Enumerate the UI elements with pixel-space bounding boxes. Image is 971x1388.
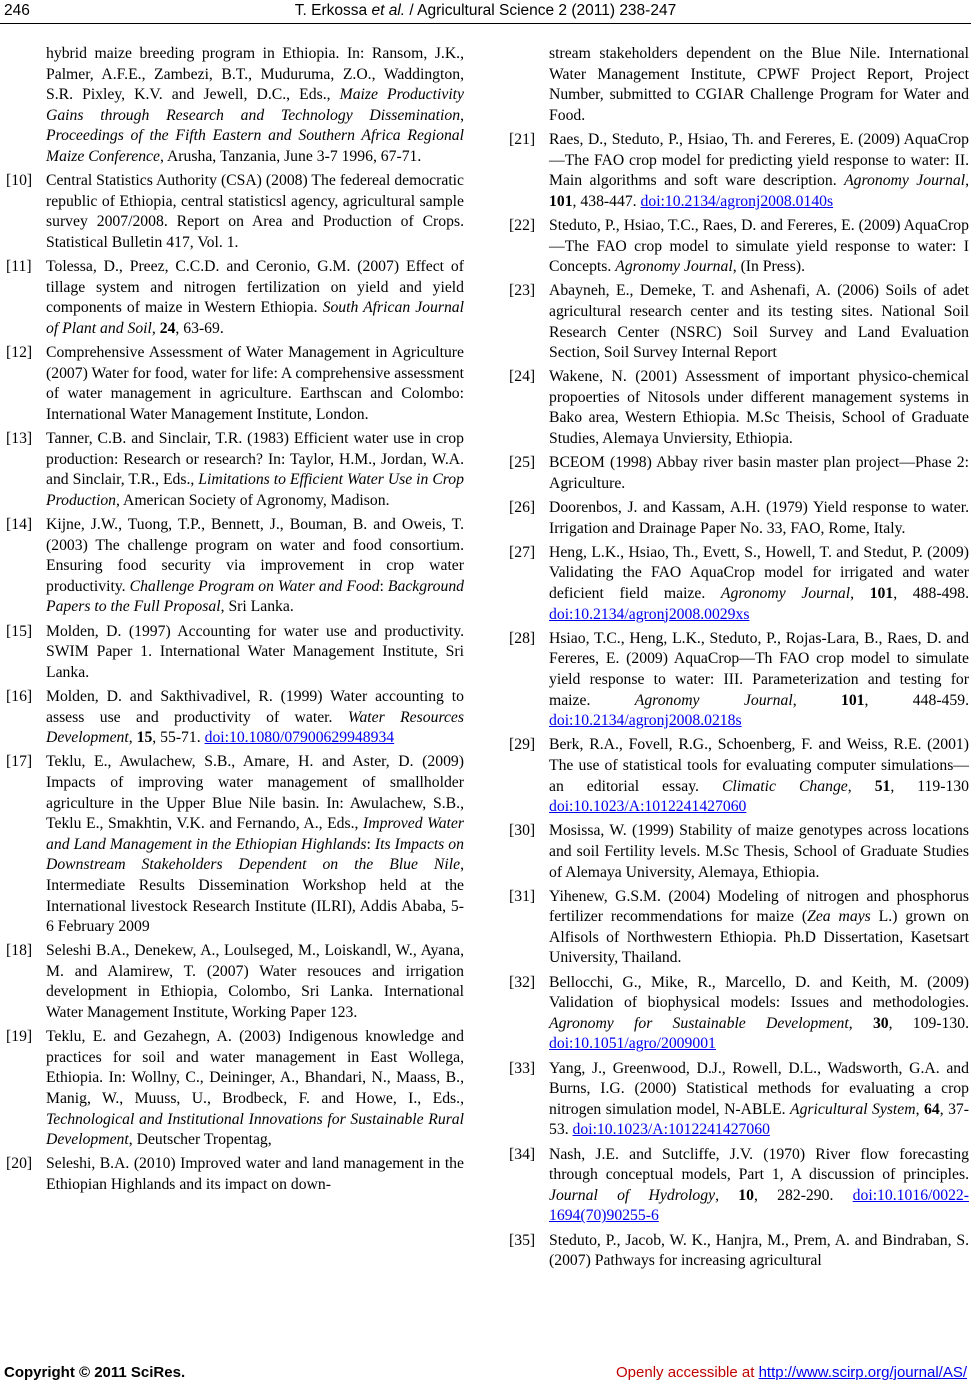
- reference-text: [46, 257, 464, 339]
- reference-text-run: , Intermediate Results Dissemination Workshop held at the International livestock Research Institute (ILRI), Addis Ababa, 5-6 February 2009: [46, 856, 464, 936]
- reference-text-run: Teklu, E., Awulachew, S.B., Amare, H. and Aster, D. (2009) Impacts of improving water management of smallholder agriculture in the Upper Blue Nile basin. In: Awulachew, S.B., Teklu E., Smakhtin, V.K. and Fernando, A., Eds.,: [46, 753, 464, 833]
- reference-text: [549, 44, 969, 126]
- reference-entry: [509, 629, 969, 732]
- reference-text-run: Seleshi B.A., Denekew, A., Loulseged, M., Loiskandl, W., Ayana, M. and Alamirew, T. (2007) Water resouces and irrigation development in Ethiopia, Colombo, Sri Lanka. International Water Management Institute, Working Paper 123.: [46, 942, 464, 1022]
- reference-entry: [6, 752, 464, 937]
- volume-number: 51: [874, 777, 891, 795]
- italic-title: Proceedings of the Fifth Eastern and Southern Africa Regional Maize Conference: [46, 127, 464, 165]
- reference-entry: [509, 735, 969, 817]
- reference-text-run: Tolessa, D., Preez, C.C.D. and Ceronio, G.M. (2007) Effect of tillage system and nitrogen fertilization on yield and yield components of maize in Western Ethiopia.: [46, 258, 464, 317]
- reference-text: [46, 752, 464, 937]
- reference-entry: [509, 973, 969, 1055]
- reference-text: [549, 367, 969, 449]
- reference-text-run: L.) grown on Alfisols of Northwestern Ethiopia. Ph.D Dissertation, Kasetsart University, Thailand.: [549, 908, 969, 967]
- reference-number: [15]: [6, 622, 33, 640]
- reference-text-run: ,: [792, 691, 841, 709]
- header-rule: [0, 23, 971, 24]
- reference-text-run: , 488-498.: [893, 585, 970, 602]
- reference-number: [30]: [509, 822, 536, 840]
- reference-entry: [509, 216, 969, 278]
- reference-entry: [509, 367, 969, 449]
- reference-number: [22]: [509, 216, 536, 234]
- reference-text-run: , 438-447.: [572, 192, 641, 210]
- reference-number: [33]: [509, 1059, 536, 1077]
- reference-text-run: Mosissa, W. (1999) Stability of maize genotypes across locations and soil Fertility levels. M.Sc Thesis, School of Graduate Studies of Alemaya University, Alemaya, Ethiopia.: [549, 822, 969, 881]
- reference-text-run: , Arusha, Tanzania, June 3-7 1996, 67-71.: [160, 147, 422, 165]
- reference-text-run: , American Society of Agronomy, Madison.: [116, 491, 390, 509]
- reference-text-run: Central Statistics Authority (CSA) (2008) The federeal democratic republic of Ethiopia, central statisticsl agency, agricultural sample survey 2007/2008. Report on Area and Production of Crops. Statistical Bulletin 417, Vol. 1.: [46, 172, 464, 251]
- reference-text-run: Yang, J., Greenwood, D.J., Rowell, D.L., Wadsworth, G.A. and Burns, I.G. (2000) Statistical methods for evaluating a crop nitrogen simulation model, N-ABLE.: [549, 1059, 969, 1118]
- reference-text-run: Steduto, P., Hsiao, T.C., Raes, D. and Fereres, E. (2009) AquaCrop—The FAO crop model to simulate yield response to water: I Concepts.: [549, 216, 969, 276]
- reference-text-run: , 119-130: [890, 777, 969, 795]
- reference-text-run: Kijne, J.W., Tuong, T.P., Bennett, J., Bouman, B. and Oweis, T. (2003) The challenge program on water and food consortium. Ensuring food security via improvement in crop water productivity.: [46, 516, 464, 595]
- reference-entry: [509, 453, 969, 494]
- reference-number: [21]: [509, 130, 536, 148]
- italic-title: Journal of Hydrology: [549, 1186, 716, 1204]
- italic-title: Challenge Program on Water and Food: [129, 577, 380, 595]
- reference-text-run: Doorenbos, J. and Kassam, A.H. (1979) Yield response to water. Irrigation and Drainage Paper No. 33, FAO, Rome, Italy.: [549, 499, 969, 537]
- italic-title: Agronomy Journal: [634, 691, 793, 709]
- doi-link[interactable]: doi:10.1023/A:1012241427060: [572, 1121, 770, 1139]
- reference-text-run: Tanner, C.B. and Sinclair, T.R. (1983) Efficient water use in crop production: Research or research? In: Taylor, H.M., Jordan, W.A. and Sinclair, T.R., Eds.,: [46, 430, 464, 489]
- reference-entry: [509, 821, 969, 883]
- running-head-authors: T. Erkossa: [294, 2, 372, 19]
- reference-text-run: Comprehensive Assessment of Water Management in Agriculture (2007) Water for food, water for life: A comprehensive assessment of water management in agriculture. Earthscan and Colombo: International Water Management Institute, London.: [46, 344, 464, 423]
- reference-text: [46, 44, 464, 168]
- reference-text-run: Heng, L.K., Hsiao, Th., Evett, S., Howell, T. and Stedut, P. (2009) Validating the FAO AquaCrop model for irrigated and water deficient field maize.: [549, 543, 969, 602]
- reference-text: [549, 453, 969, 494]
- italic-title: Agricultural System: [789, 1100, 916, 1118]
- reference-text: [46, 429, 464, 511]
- italic-title: Zea mays: [807, 908, 871, 926]
- reference-text-run: ,: [715, 1186, 739, 1204]
- reference-entry: [6, 171, 464, 253]
- reference-text-run: hybrid maize breeding program in Ethiopia. In: Ransom, J.K., Palmer, A.F.E., Zambezi, B.T., Muduruma, Z.O., Waddington, S.R. Pixley, K.V. and Jewell, D.C., Eds.,: [46, 45, 464, 104]
- reference-text-run: :: [366, 835, 375, 853]
- reference-text: [46, 1154, 464, 1195]
- reference-number: [32]: [509, 973, 536, 991]
- reference-number: [34]: [509, 1145, 536, 1163]
- reference-text-run: , 37-53.: [549, 1100, 969, 1139]
- reference-number: [26]: [509, 499, 536, 517]
- volume-number: 10: [738, 1186, 754, 1204]
- page-header: [0, 0, 971, 24]
- doi-link[interactable]: doi:10.1080/07900629948934: [204, 729, 395, 747]
- italic-title: Background Papers to the Full Proposal: [46, 577, 465, 616]
- reference-text: [46, 687, 464, 749]
- reference-text-run: Berk, R.A., Fovell, R.G., Schoenberg, F. and Weiss, R.E. (2001) The use of statistical tools for evaluating computer simulations—an editorial essay.: [549, 736, 969, 795]
- reference-entry: [6, 429, 464, 511]
- reference-entry: [6, 257, 464, 339]
- reference-entry: [6, 515, 464, 618]
- reference-text-run: :: [379, 577, 388, 595]
- reference-continuation: [509, 44, 969, 126]
- reference-text-run: , 55-71.: [152, 729, 205, 747]
- reference-number: [29]: [509, 736, 536, 754]
- reference-entry: [6, 343, 464, 425]
- reference-text: [46, 622, 464, 684]
- reference-text: [46, 941, 464, 1023]
- volume-number: 24: [159, 319, 176, 337]
- reference-number: [25]: [509, 454, 536, 472]
- reference-text-run: Hsiao, T.C., Heng, L.K., Steduto, P., Rojas-Lara, B., Raes, D. and Fereres, E. (2009) AquaCrop—Th FAO crop model to simulate yield response to water: III. Parameterization and testing for maize.: [549, 629, 969, 709]
- italic-title: Agronomy Journal: [615, 258, 733, 276]
- reference-text-run: ,: [847, 777, 875, 795]
- reference-text: [46, 343, 464, 425]
- reference-entry: [509, 887, 969, 969]
- reference-number: [14]: [6, 516, 33, 534]
- right-reference-column: [509, 44, 969, 1275]
- reference-text: [549, 216, 969, 278]
- reference-entry: [509, 1145, 969, 1227]
- reference-text: [549, 629, 969, 732]
- reference-number: [16]: [6, 687, 33, 705]
- reference-text: [549, 543, 969, 625]
- reference-text: [46, 171, 464, 253]
- reference-continuation: [6, 44, 464, 168]
- reference-text-run: Wakene, N. (2001) Assessment of important physico-chemical propoerties of Nitosols under different management systems in Bako area, Western Ethiopia. M.Sc Theisis, School of Graduate Studies, Alemaya Unviersity, Ethiopia.: [549, 368, 969, 448]
- reference-text: [549, 735, 969, 817]
- reference-entry: [6, 622, 464, 684]
- reference-text-run: ,: [850, 585, 870, 602]
- reference-text-run: ,: [128, 729, 137, 747]
- reference-text-run: BCEOM (1998) Abbay river basin master plan project—Phase 2: Agriculture.: [549, 454, 969, 492]
- italic-title: Agronomy for Sustainable Development: [549, 1014, 849, 1032]
- reference-entry: [6, 941, 464, 1023]
- reference-entry: [509, 498, 969, 539]
- reference-text-run: ,: [151, 319, 160, 337]
- reference-text-run: , (In Press).: [732, 258, 806, 276]
- running-head: [0, 2, 971, 20]
- reference-text-run: , 282-290.: [753, 1186, 853, 1204]
- italic-title: Agronomy Journal: [844, 172, 966, 190]
- journal-url-link[interactable]: http://www.scirp.org/journal/AS/: [758, 1364, 967, 1381]
- reference-text-run: , Sri Lanka.: [220, 598, 294, 616]
- reference-text-run: , 448-459.: [864, 691, 970, 709]
- reference-entry: [6, 687, 464, 749]
- italic-title: Agronomy Journal: [720, 585, 851, 602]
- reference-text-run: Bellocchi, G., Mike, R., Marcello, D. and Keith, M. (2009) Validation of biophysical models: Issues and methodologies.: [549, 973, 969, 1012]
- reference-text-run: Steduto, P., Jacob, W. K., Hanjra, M., Prem, A. and Bindraban, S. (2007) Pathways for increasing agricultural: [549, 1231, 969, 1270]
- volume-number: 64: [924, 1100, 940, 1118]
- reference-text: [549, 498, 969, 539]
- reference-text-run: ,: [460, 106, 464, 124]
- italic-title: Water Resources Development: [46, 708, 464, 747]
- reference-text-run: Teklu, E. and Gezahegn, A. (2003) Indigenous knowledge and practices for soil and water management in East Wollega, Ethiopia. In: Wollny, C., Deininger, A., Bhandari, N., Maass, B., Manig, W., Muuss, U., Brodbeck, F. and Howe, I., Eds.,: [46, 1028, 464, 1108]
- reference-number: [18]: [6, 942, 33, 960]
- reference-number: [24]: [509, 368, 536, 386]
- reference-text-run: Molden, D. (1997) Accounting for water use and productivity. SWIM Paper 1. International Water Management Institute, Sri Lanka.: [46, 622, 464, 681]
- reference-text-run: Seleshi, B.A. (2010) Improved water and land management in the Ethiopian Highlands and its impact on down-: [46, 1155, 464, 1193]
- doi-link[interactable]: doi:10.1051/agro/2009001: [549, 1035, 716, 1053]
- volume-number: 101: [840, 691, 865, 709]
- reference-text: [549, 130, 969, 212]
- reference-text: [549, 281, 969, 363]
- doi-link[interactable]: doi:10.1023/A:1012241427060: [549, 798, 747, 816]
- open-access-notice: [616, 1364, 967, 1381]
- running-head-etal: et al.: [371, 2, 406, 19]
- page-number: 246: [4, 2, 30, 19]
- copyright-notice: Copyright © 2011 SciRes.: [4, 1364, 186, 1381]
- reference-text-run: , 109-130.: [888, 1014, 969, 1032]
- italic-title: Technological and Institutional Innovations for Sustainable Rural Development: [46, 1110, 464, 1149]
- reference-entry: [509, 281, 969, 363]
- reference-number: [20]: [6, 1155, 33, 1173]
- doi-link[interactable]: doi:10.2134/agronj2008.0218s: [549, 712, 742, 730]
- doi-link[interactable]: doi:10.2134/agronj2008.0140s: [640, 192, 834, 210]
- reference-text-run: ,: [915, 1100, 924, 1118]
- reference-number: [12]: [6, 344, 33, 362]
- reference-text-run: ,: [965, 172, 969, 190]
- italic-title: South African Journal of Plant and Soil: [46, 299, 465, 337]
- reference-text: [46, 515, 464, 618]
- reference-text-run: , 63-69.: [175, 319, 224, 337]
- reference-text: [549, 1231, 969, 1272]
- reference-number: [10]: [6, 172, 33, 190]
- reference-text: [549, 821, 969, 883]
- reference-number: [13]: [6, 430, 33, 448]
- reference-number: [27]: [509, 543, 536, 561]
- reference-entry: [6, 1027, 464, 1151]
- reference-text-run: stream stakeholders dependent on the Blue Nile. International Water Management Institute, CPWF Project Report, Project Number, submitted to CGIAR Challenge Program for Water and Food.: [549, 45, 969, 124]
- reference-text-run: Molden, D. and Sakthivadivel, R. (1999) Water accounting to assess use and productivity of water.: [46, 687, 464, 726]
- reference-number: [19]: [6, 1028, 33, 1046]
- reference-entry: [509, 1059, 969, 1141]
- reference-number: [17]: [6, 753, 33, 771]
- reference-text-run: , Deutscher Tropentag,: [128, 1131, 272, 1149]
- volume-number: 101: [549, 192, 573, 210]
- italic-title: Maize Productivity Gains through Research and Technology Dissemination: [46, 86, 464, 124]
- reference-entry: [6, 1154, 464, 1195]
- reference-text: [549, 1145, 969, 1227]
- italic-title: Limitations to Efficient Water Use in Crop Production: [46, 471, 464, 509]
- italic-title: Climatic Change: [721, 777, 848, 795]
- reference-text-run: ,: [848, 1014, 873, 1032]
- reference-entry: [509, 1231, 969, 1272]
- left-reference-column: [6, 44, 464, 1199]
- italic-title: Its Impacts on Downstream Stakeholders Dependent on the Blue Nile: [46, 835, 464, 874]
- italic-title: Improved Water and Land Management in the Ethiopian Highlands: [46, 815, 464, 853]
- reference-entry: [509, 543, 969, 625]
- reference-text-run: Nash, J.E. and Sutcliffe, J.V. (1970) River flow forecasting through conceptual models, Part 1, A discussion of principles.: [549, 1145, 969, 1184]
- reference-text: [549, 887, 969, 969]
- reference-text: [549, 1059, 969, 1141]
- reference-text: [549, 973, 969, 1055]
- doi-link[interactable]: doi:10.2134/agronj2008.0029xs: [549, 605, 750, 623]
- reference-number: [28]: [509, 629, 536, 647]
- reference-number: [23]: [509, 282, 536, 300]
- volume-number: 101: [869, 585, 894, 602]
- volume-number: 15: [136, 729, 153, 747]
- reference-text-run: Abayneh, E., Demeke, T. and Ashenafi, A. (2006) Soils of adet agricultural research center and its testing sites. National Soil Research Center (NSRC) Soil Survey and Land Evaluation Section, Soil Survey Internal Report: [549, 282, 969, 362]
- page-footer: [0, 1362, 971, 1388]
- reference-text: [46, 1027, 464, 1151]
- running-head-journal: / Agricultural Science 2 (2011) 238-247: [405, 2, 677, 19]
- reference-number: [35]: [509, 1231, 536, 1249]
- reference-text-run: Raes, D., Steduto, P., Hsiao, Th. and Fereres, E. (2009) AquaCrop—The FAO crop model for predicting yield response to water: II. Main algorithms and soft ware description.: [549, 130, 969, 190]
- reference-entry: [509, 130, 969, 212]
- reference-number: [31]: [509, 887, 536, 905]
- reference-number: [11]: [6, 258, 32, 276]
- open-access-label: Openly accessible at: [616, 1364, 759, 1381]
- doi-link[interactable]: doi:10.1016/0022-1694(70)90255-6: [549, 1186, 970, 1225]
- reference-text-run: Yihenew, G.S.M. (2004) Modeling of nitrogen and phosphorus fertilizer recommendations for maize (: [549, 887, 969, 926]
- volume-number: 30: [872, 1014, 889, 1032]
